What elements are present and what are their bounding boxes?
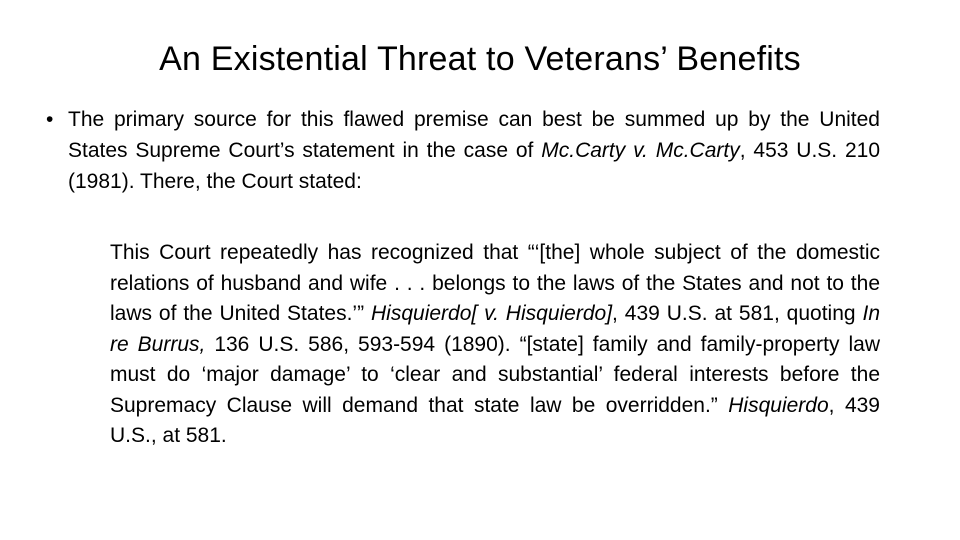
quote-text-part-1: This Court repeatedly has recognized that “‘[the] whole subject of the domestic relations of husband and wife . . . belongs to the laws of the States and not to the laws of the United States.’” — [110, 241, 880, 325]
case-name-hisquierdo-2: Hisquierdo — [728, 393, 829, 417]
bullet-text-part-1: The primary source for this flawed premise can best be summed up by the United States Supreme Court’s statement in the case of — [68, 108, 880, 162]
case-name-hisquierdo-1: Hisquierdo[ v. Hisquierdo] — [371, 302, 613, 325]
slide-title: An Existential Threat to Veterans’ Benefits — [159, 40, 801, 78]
case-name-in-re-burrus: In re Burrus, — [110, 302, 881, 356]
block-quote — [110, 238, 880, 452]
quote-text-part-3: 136 U.S. 586, 593-594 (1890). “[state] family and family-property law must do ‘major damage’ to ‘clear and substantial’ federal interests before the Supremacy Clause will demand that state law be overridden.” — [110, 332, 880, 417]
bullet-text-part-2: , 453 U.S. 210 (1981). There, the Court stated: — [68, 139, 880, 193]
bullet-marker: • — [46, 108, 54, 131]
case-name-mccarty: Mc.Carty v. Mc.Carty — [541, 139, 740, 162]
quote-text-part-4: , 439 U.S., at 581. — [110, 393, 880, 447]
quote-text-part-2: , 439 U.S. at 581, quoting — [612, 302, 863, 325]
bullet-paragraph — [46, 104, 880, 197]
